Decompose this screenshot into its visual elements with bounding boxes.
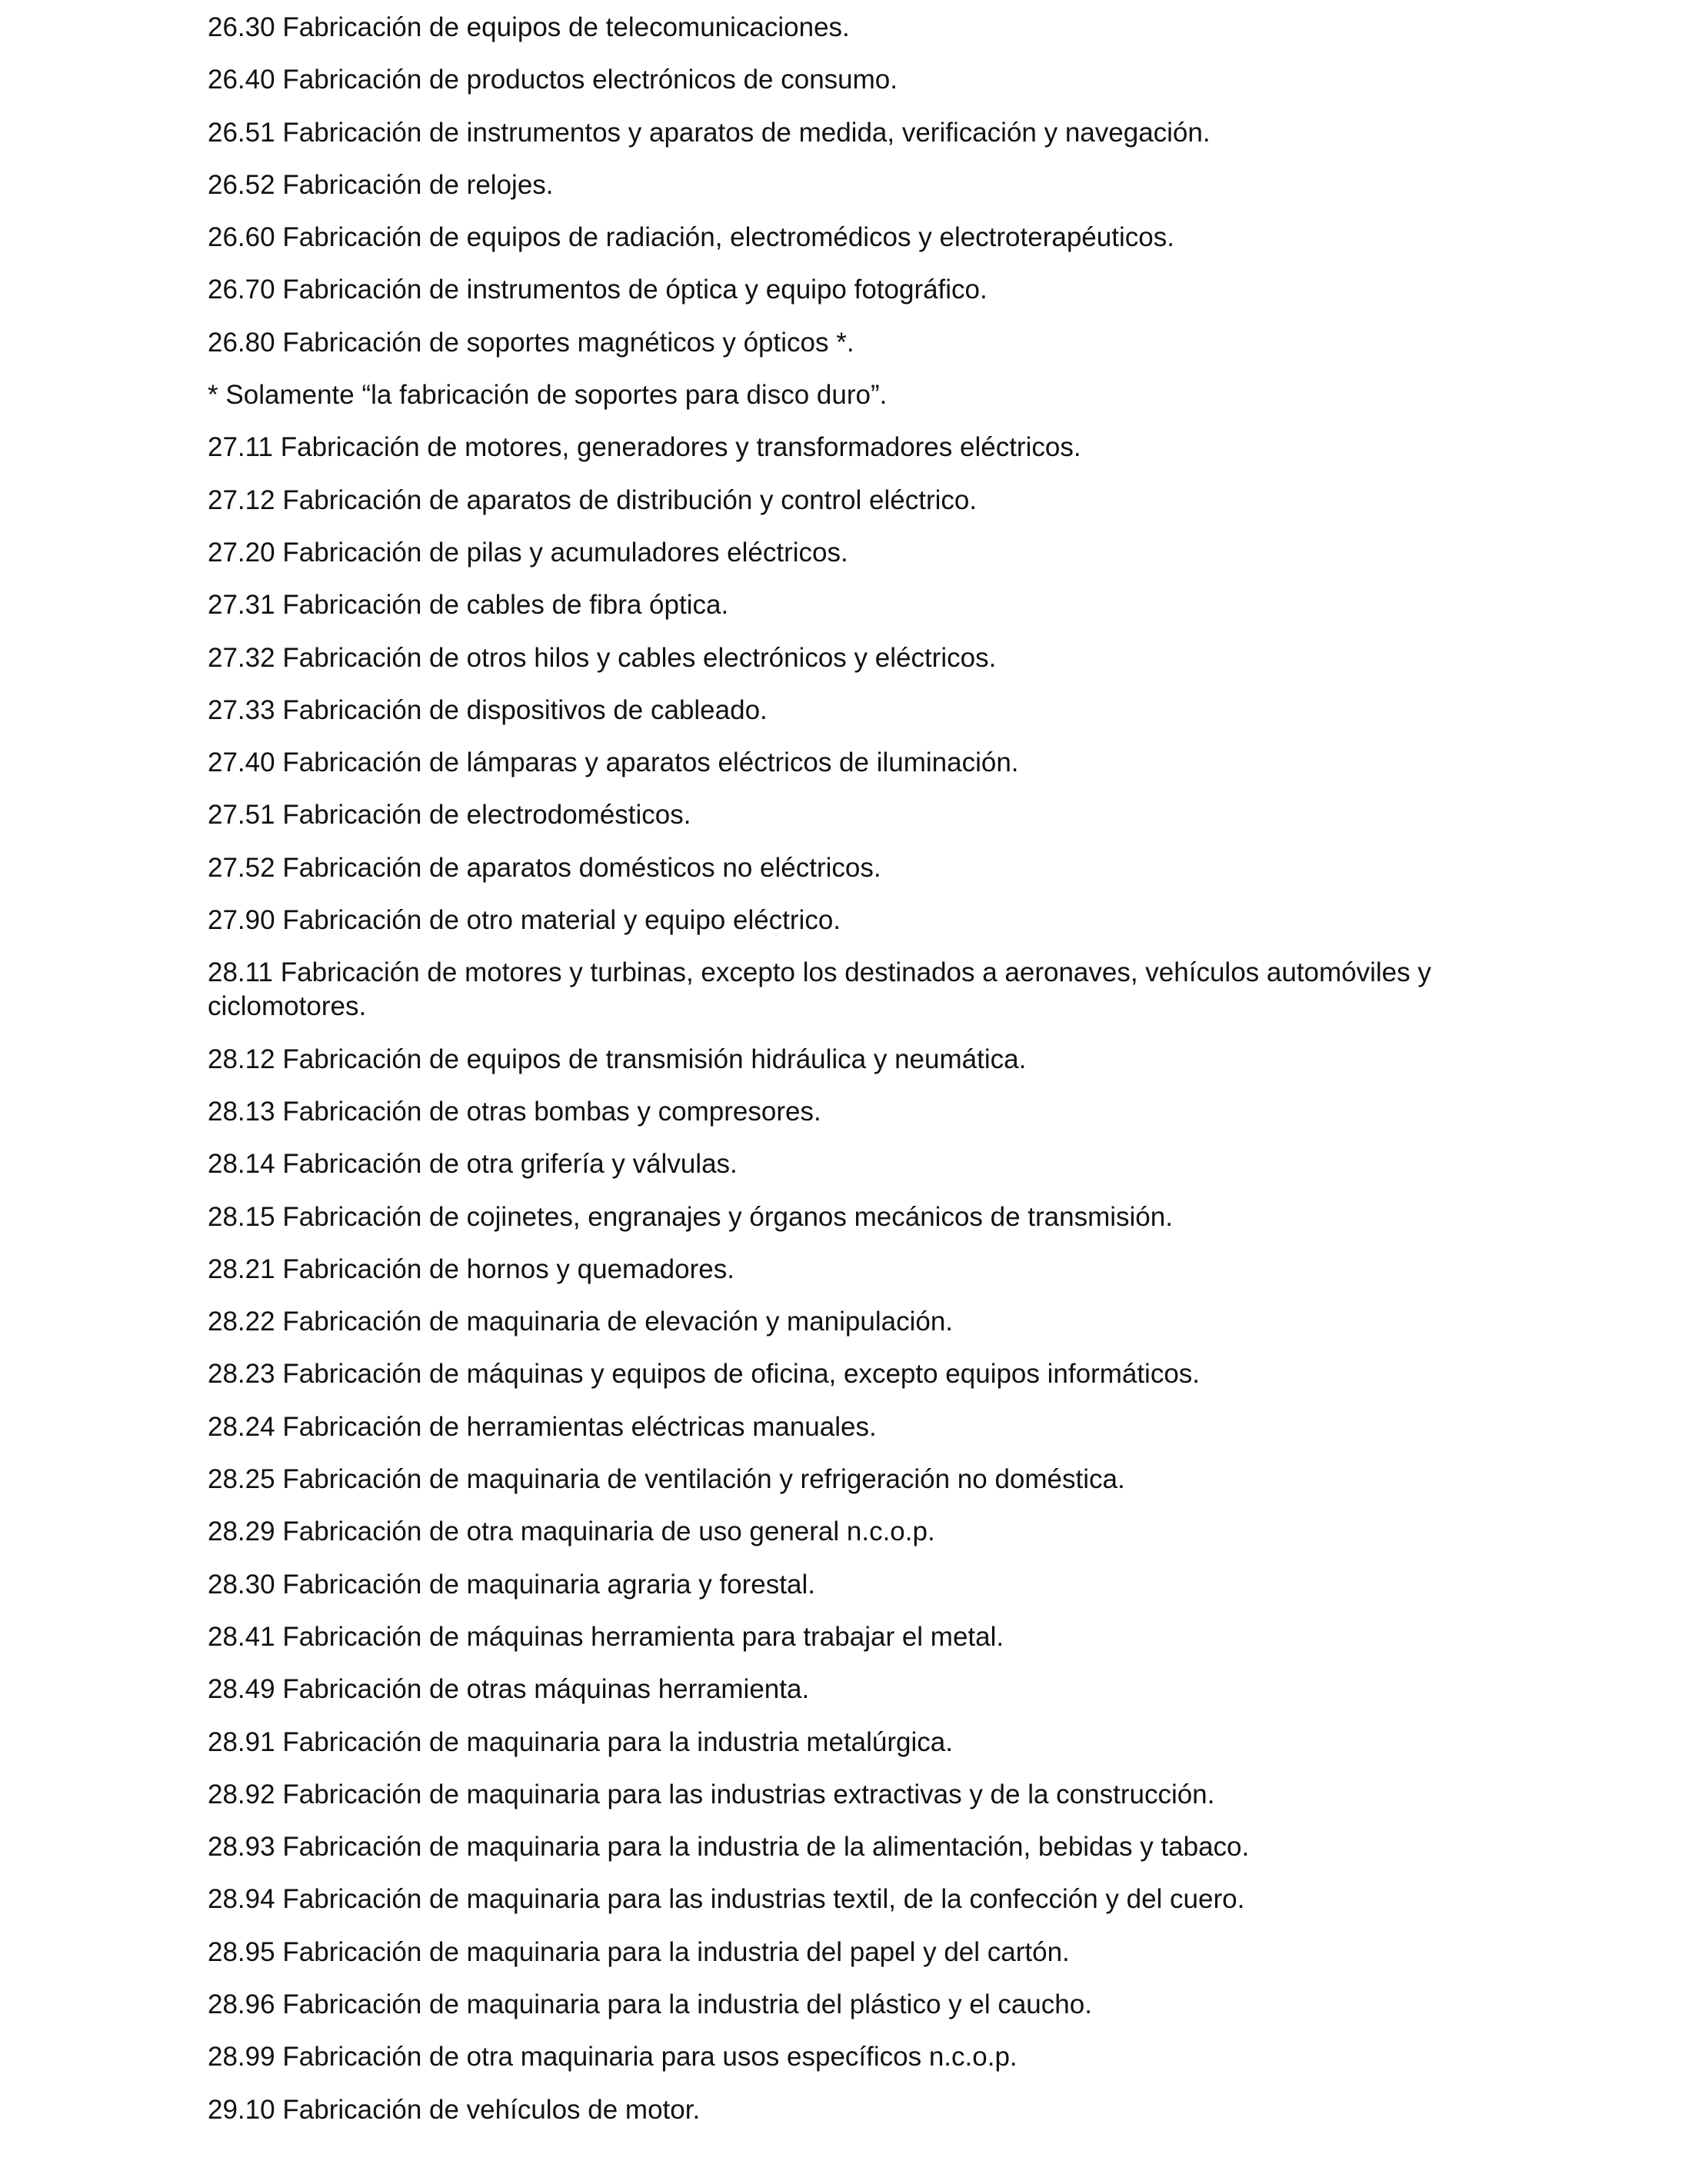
activity-description: Fabricación de otras bombas y compresores.	[282, 1096, 821, 1127]
activity-description: Fabricación de maquinaria para la industria del papel y del cartón.	[282, 1936, 1070, 1967]
activity-code: 29.10	[208, 2094, 275, 2125]
activity-code: 27.20	[208, 537, 275, 568]
document-page	[208, 11, 1515, 2146]
activity-description: Fabricación de maquinaria agraria y forestal.	[282, 1569, 815, 1600]
activity-description: Fabricación de otro material y equipo eléctrico.	[282, 905, 841, 936]
footnote	[208, 378, 1515, 412]
list-item	[208, 536, 1515, 570]
list-item	[208, 956, 1515, 1024]
activity-code: 28.91	[208, 1726, 275, 1757]
activity-code: 28.41	[208, 1621, 275, 1652]
activity-description: Fabricación de maquinaria de ventilación y refrigeración no doméstica.	[282, 1464, 1125, 1495]
list-item	[208, 168, 1515, 202]
list-item	[208, 63, 1515, 97]
activity-description: Fabricación de instrumentos y aparatos de medida, verificación y navegación.	[282, 117, 1211, 148]
activity-description: Fabricación de maquinaria para las industrias textil, de la confección y del cuero.	[282, 1884, 1245, 1915]
activity-code: 28.96	[208, 1989, 275, 2019]
list-item	[208, 1200, 1515, 1234]
activity-code: 28.14	[208, 1149, 275, 1180]
activity-description: Fabricación de instrumentos de óptica y equipo fotográfico.	[282, 275, 988, 305]
footnote-text: Solamente “la fabricación de soportes para disco duro”.	[225, 380, 888, 411]
activity-code: 27.11	[208, 432, 273, 463]
activity-description: Fabricación de productos electrónicos de consumo.	[282, 65, 898, 95]
activity-code: 28.23	[208, 1359, 275, 1390]
activity-description: Fabricación de aparatos domésticos no eléctricos.	[282, 852, 881, 883]
activity-description: Fabricación de equipos de radiación, electromédicos y electroterapéuticos.	[282, 222, 1174, 253]
list-item	[208, 1410, 1515, 1444]
list-item	[208, 1620, 1515, 1654]
activity-code: 27.33	[208, 694, 275, 725]
activity-description: Fabricación de dispositivos de cableado.	[282, 694, 768, 725]
activity-code: 28.12	[208, 1044, 275, 1074]
activity-code: 28.49	[208, 1674, 275, 1705]
activity-description: Fabricación de soportes magnéticos y ópticos *.	[282, 327, 854, 358]
activity-code: 28.25	[208, 1464, 275, 1495]
list-item	[208, 1043, 1515, 1077]
list-item	[208, 221, 1515, 255]
list-item	[208, 273, 1515, 307]
activity-description: Fabricación de cojinetes, engranajes y órganos mecánicos de transmisión.	[282, 1201, 1173, 1232]
activity-description: Fabricación de herramientas eléctricas manuales.	[282, 1411, 877, 1442]
activity-code: 28.92	[208, 1779, 275, 1809]
activity-code: 28.99	[208, 2042, 275, 2072]
activity-description: Fabricación de maquinaria para las industrias extractivas y de la construcción.	[282, 1779, 1215, 1809]
activity-code: 28.24	[208, 1411, 275, 1442]
activity-code: 28.95	[208, 1936, 275, 1967]
list-item	[208, 2040, 1515, 2074]
list-item	[208, 1568, 1515, 1602]
activity-description: Fabricación de lámparas y aparatos eléctricos de iluminación.	[282, 747, 1019, 778]
activity-description: Fabricación de otra maquinaria para usos específicos n.c.o.p.	[282, 2042, 1018, 2072]
activity-code: 27.52	[208, 852, 275, 883]
list-item	[208, 694, 1515, 727]
activity-code: 27.90	[208, 905, 275, 936]
list-item	[208, 746, 1515, 780]
activity-description: Fabricación de maquinaria para la industria del plástico y el caucho.	[282, 1989, 1092, 2019]
activity-code: 26.70	[208, 275, 275, 305]
activity-description: Fabricación de maquinaria de elevación y manipulación.	[282, 1307, 954, 1337]
activity-code: 26.80	[208, 327, 275, 358]
activity-description: Fabricación de motores, generadores y transformadores eléctricos.	[280, 432, 1081, 463]
activity-code: 28.29	[208, 1516, 275, 1547]
activity-description: Fabricación de relojes.	[282, 169, 554, 200]
activity-code: 26.52	[208, 169, 275, 200]
activity-description: Fabricación de aparatos de distribución y control eléctrico.	[282, 484, 978, 515]
activity-code: 27.51	[208, 800, 275, 831]
activity-description: Fabricación de vehículos de motor.	[282, 2094, 701, 2125]
list-item	[208, 1305, 1515, 1339]
activity-code: 27.40	[208, 747, 275, 778]
activity-description: Fabricación de máquinas herramienta para trabajar el metal.	[282, 1621, 1004, 1652]
list-item	[208, 116, 1515, 150]
activity-description: Fabricación de equipos de telecomunicaciones.	[282, 12, 850, 42]
list-item	[208, 1988, 1515, 2022]
activity-code: 28.13	[208, 1096, 275, 1127]
activity-description: Fabricación de maquinaria para la industria metalúrgica.	[282, 1726, 953, 1757]
activity-code: 26.40	[208, 65, 275, 95]
activity-description: Fabricación de otros hilos y cables electrónicos y eléctricos.	[282, 642, 997, 673]
list-item	[208, 484, 1515, 518]
list-item	[208, 1778, 1515, 1812]
activity-description: Fabricación de equipos de transmisión hidráulica y neumática.	[282, 1044, 1027, 1074]
list-item	[208, 1463, 1515, 1497]
activity-description: Fabricación de otra grifería y válvulas.	[282, 1149, 738, 1180]
list-item	[208, 904, 1515, 937]
activity-code: 26.51	[208, 117, 275, 148]
list-item	[208, 1253, 1515, 1287]
activity-code: 26.60	[208, 222, 275, 253]
activity-description: Fabricación de motores y turbinas, excepto los destinados a aeronaves, vehículos automóviles y ciclomotores.	[208, 957, 1431, 1022]
list-item	[208, 1830, 1515, 1864]
activity-code: 28.21	[208, 1253, 275, 1284]
list-item	[208, 1515, 1515, 1549]
activity-code: 27.32	[208, 642, 275, 673]
activity-code: 26.30	[208, 12, 275, 42]
activity-code: 27.31	[208, 590, 275, 621]
activity-code: 28.22	[208, 1307, 275, 1337]
list-item	[208, 1726, 1515, 1760]
activity-code: 28.94	[208, 1884, 275, 1915]
list-item	[208, 326, 1515, 360]
activity-description: Fabricación de cables de fibra óptica.	[282, 590, 729, 621]
activity-description: Fabricación de otra maquinaria de uso general n.c.o.p.	[282, 1516, 935, 1547]
activity-code: 28.93	[208, 1832, 275, 1863]
list-item	[208, 588, 1515, 622]
list-item	[208, 851, 1515, 885]
list-item	[208, 1673, 1515, 1706]
footnote-marker: *	[208, 380, 218, 411]
list-item	[208, 1936, 1515, 1969]
activity-description: Fabricación de otras máquinas herramienta.	[282, 1674, 810, 1705]
activity-code: 28.30	[208, 1569, 275, 1600]
activity-code: 28.15	[208, 1201, 275, 1232]
activity-description: Fabricación de electrodomésticos.	[282, 800, 691, 831]
activity-code: 27.12	[208, 484, 275, 515]
activity-description: Fabricación de máquinas y equipos de oficina, excepto equipos informáticos.	[282, 1359, 1201, 1390]
list-item	[208, 11, 1515, 45]
list-item	[208, 1883, 1515, 1916]
list-item	[208, 1147, 1515, 1181]
list-item	[208, 798, 1515, 832]
activity-description: Fabricación de hornos y quemadores.	[282, 1253, 734, 1284]
activity-code: 28.11	[208, 957, 273, 988]
list-item	[208, 1357, 1515, 1391]
list-item	[208, 2093, 1515, 2127]
activity-description: Fabricación de maquinaria para la industria de la alimentación, bebidas y tabaco.	[282, 1832, 1250, 1863]
list-item	[208, 641, 1515, 675]
list-item	[208, 1095, 1515, 1129]
list-item	[208, 431, 1515, 464]
activity-description: Fabricación de pilas y acumuladores eléctricos.	[282, 537, 848, 568]
